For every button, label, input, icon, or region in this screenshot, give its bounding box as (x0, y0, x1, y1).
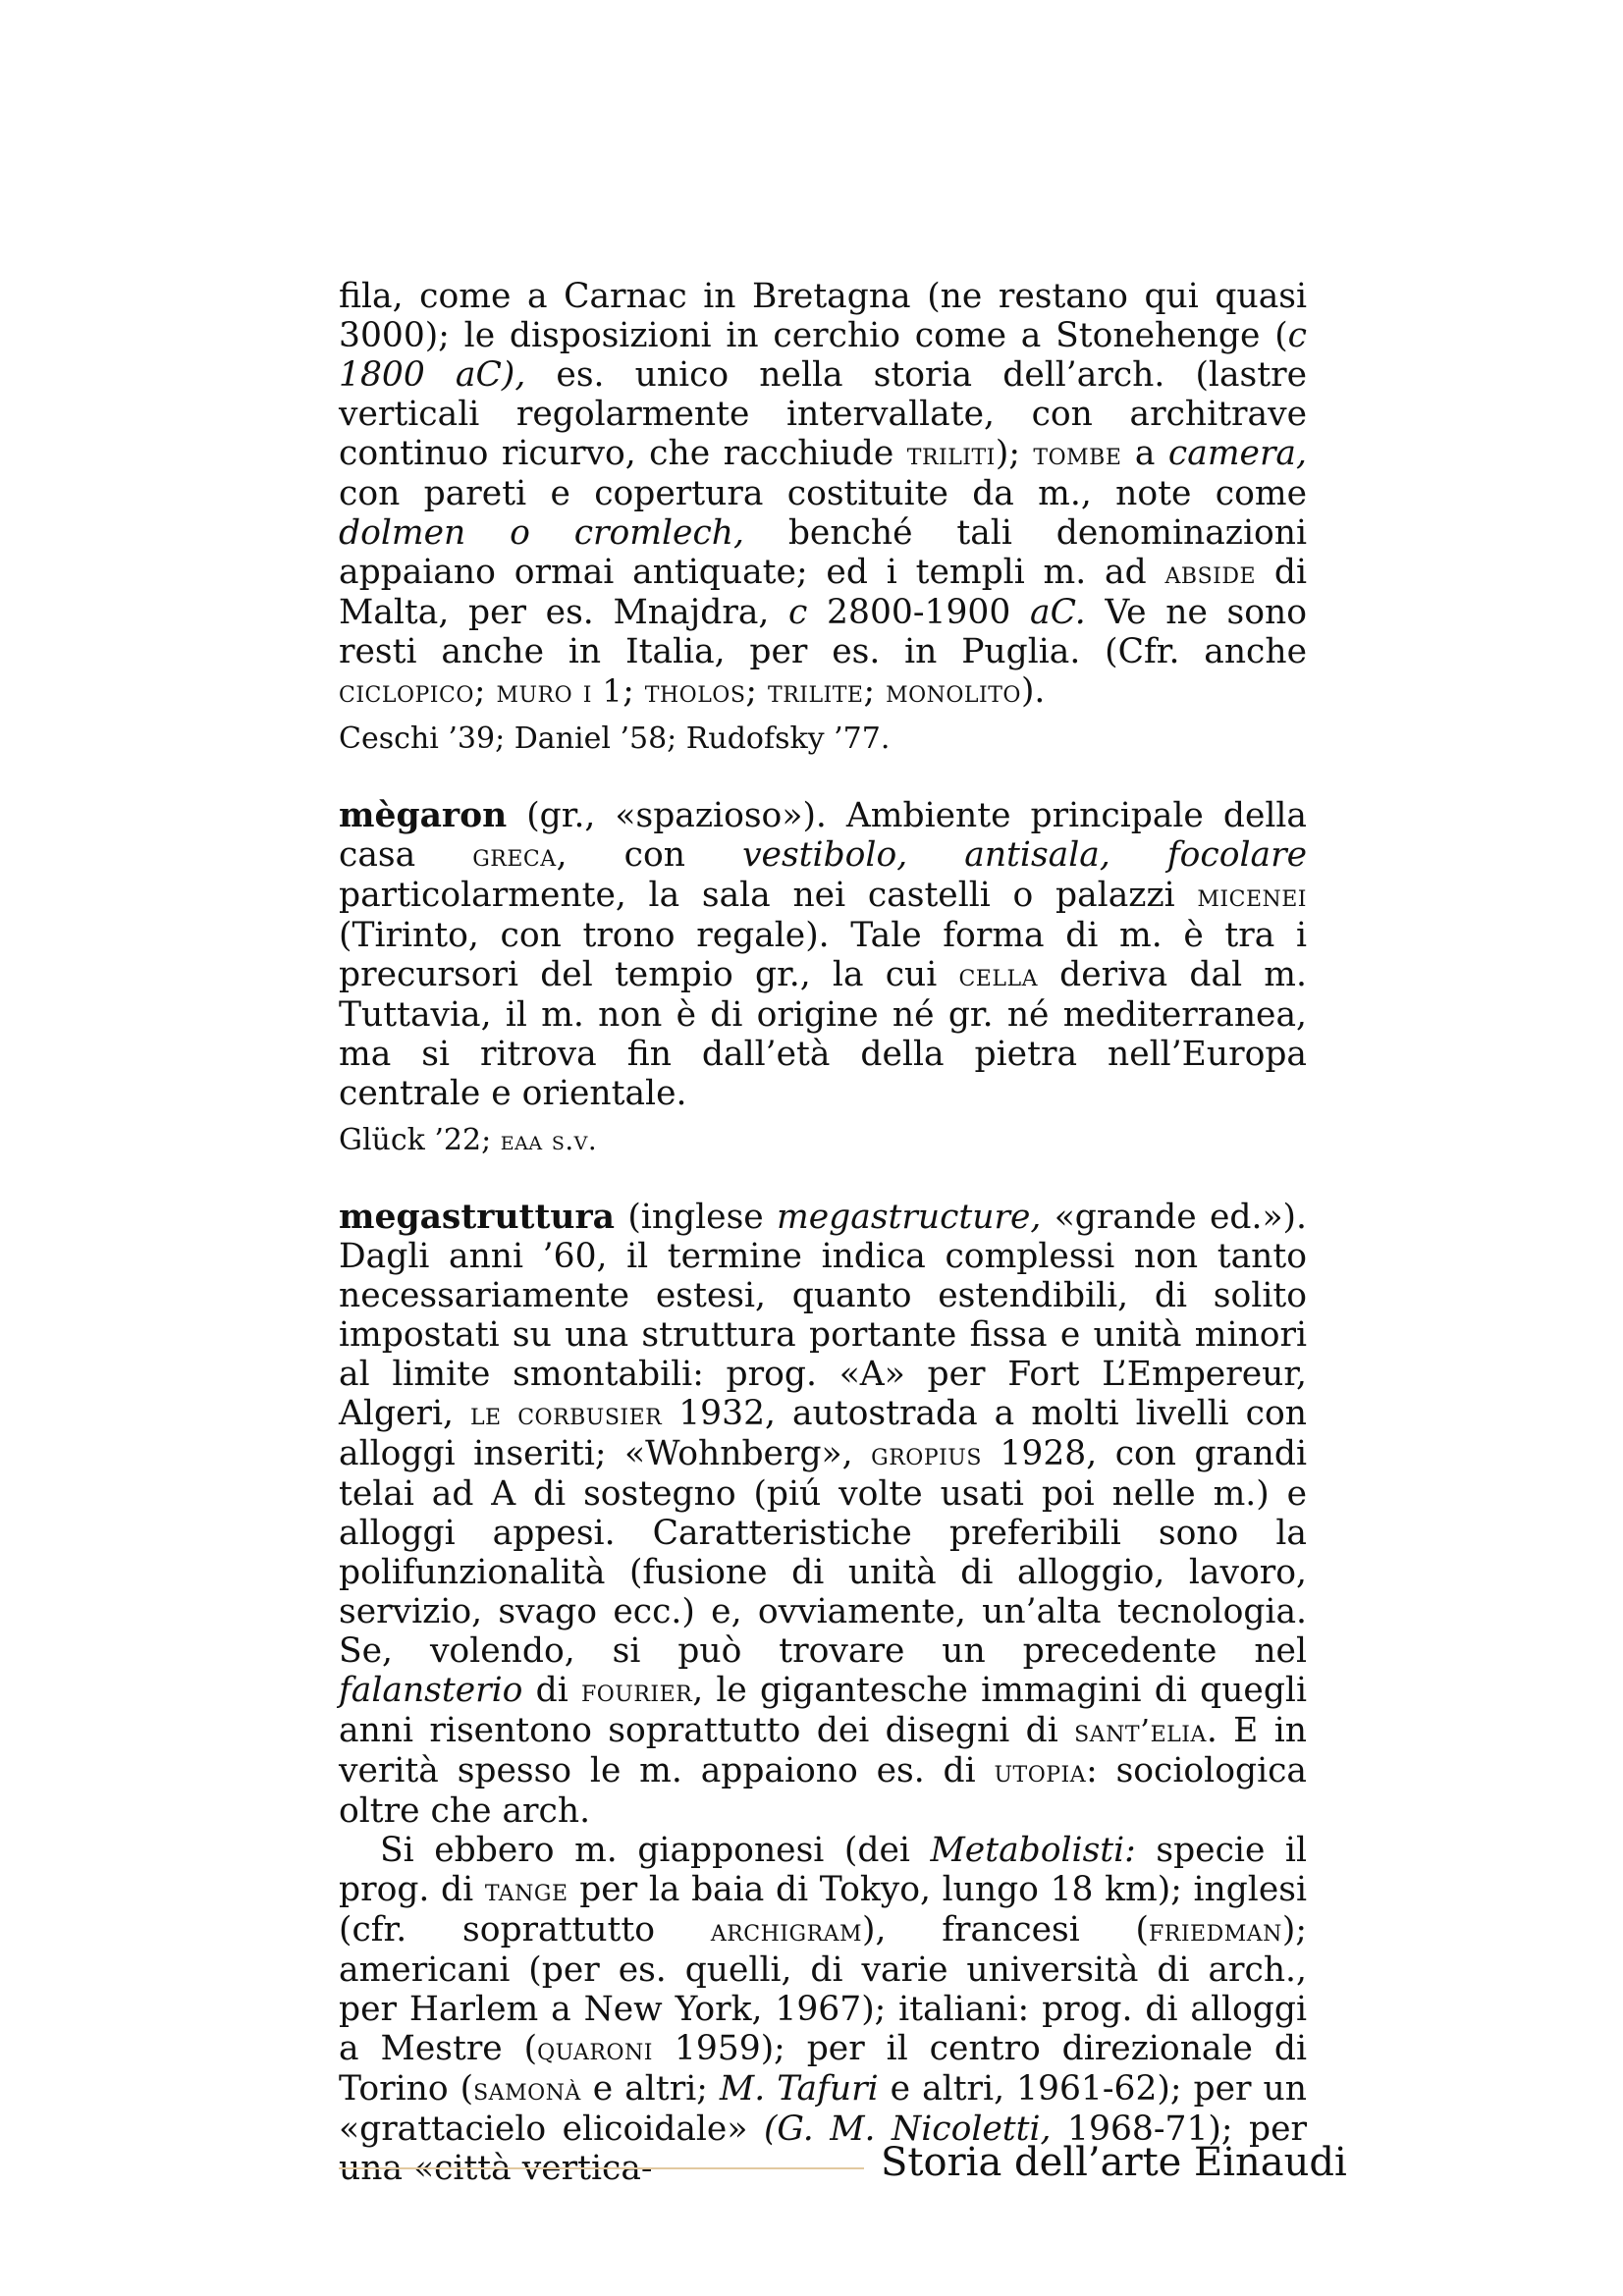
text-run: 1968-71); per una «città vertica- (339, 2109, 1307, 2188)
text-run: benché tali denominazioni appaiano ormai antiquate; ed i templi m. ad (339, 513, 1307, 592)
cross-reference: utopia (994, 1754, 1087, 1789)
text-run: (gr., «spazioso»). Ambiente principale della casa (339, 796, 1307, 875)
cross-reference: sant’elia (1074, 1714, 1207, 1749)
text-run: , con (556, 835, 743, 875)
italic-run: megastructure, (777, 1198, 1042, 1237)
text-run: : sociologica oltre che arch. (339, 1751, 1307, 1831)
text-run: Glück ’22; (339, 1123, 501, 1157)
text-run: ; (863, 671, 887, 711)
cross-reference: quaroni (537, 2032, 653, 2067)
text-run: di (522, 1671, 581, 1710)
text-run: con pareti e copertura costituite da m., note come (339, 474, 1307, 513)
text-run: ). (1020, 671, 1046, 711)
text-run: ); americani (per es. quelli, di varie università di arch., per Harlem a New York, 1967); italiani: prog. di alloggi a Mestre ( (339, 1910, 1307, 2068)
text-run: . E in verità spesso le m. appaiono es. di (339, 1711, 1307, 1790)
entry-megastruttura-text (339, 1198, 1307, 1831)
italic-run: c 1800 aC), (339, 316, 1307, 395)
entry-megastruttura-text-2 (339, 1831, 1307, 2188)
text-run: per la baia di Tokyo, lungo 18 km); inglesi (cfr. soprattutto (339, 1870, 1308, 1949)
italic-run: falansterio (339, 1671, 523, 1710)
italic-run: aC. (1030, 593, 1086, 632)
cross-reference: muro i 1 (496, 674, 623, 710)
text-run: ; (622, 671, 645, 711)
text-run: (inglese (615, 1198, 778, 1237)
italic-run: Metabolisti: (930, 1831, 1136, 1870)
italic-run: (G. M. Nicoletti, (763, 2109, 1052, 2149)
text-run: deriva dal m. Tuttavia, il m. non è di origine né gr. né mediterranea, ma si ritrova fin dall’età della pietra nell’Europa centrale e orientale. (339, 955, 1307, 1113)
bibliography-megalitico: Ceschi ’39; Daniel ’58; Rudofsky ’77. (339, 721, 891, 756)
text-run: a (1121, 434, 1168, 473)
italic-run: dolmen o cromlech, (339, 513, 744, 553)
italic-run: camera, (1167, 434, 1307, 473)
text-run: e altri, 1961-62); per un «grattacielo elicoidale» (339, 2069, 1307, 2149)
text-run: ; (745, 671, 769, 711)
text-run: , le gigantesche immagini di quegli anni risentono soprattutto dei disegni di (339, 1671, 1307, 1750)
entry-lemma: mègaron (339, 796, 508, 835)
footer-rule (339, 2167, 864, 2169)
text-run: 1928, con grandi telai ad A di sostegno (piú volte usati poi nelle m.) e alloggi appesi. Caratteristiche preferibili sono la polifunzionalità (fusione di unità di alloggio, lavoro, servizio, svago ecc.) e, ovviamente, un’alta tecnologia. Se, volendo, si può trovare un precedente nel (339, 1434, 1307, 1671)
text-run: Si ebbero m. giapponesi (dei (380, 1831, 931, 1870)
cross-reference: samonà (473, 2072, 581, 2108)
entry-megalitico-text (339, 277, 1307, 712)
cross-reference: eaa s.v. (500, 1124, 598, 1156)
cross-reference: gropius (871, 1437, 982, 1472)
entry-megaron-text (339, 796, 1307, 1113)
cross-reference: friedman (1149, 1913, 1282, 1949)
cross-reference: tholos (644, 674, 746, 710)
italic-run: vestibolo, antisala, focolare (742, 835, 1307, 875)
text-run: particolarmente, la sala nei castelli o palazzi (339, 876, 1198, 915)
text-run: di Malta, per es. Mnajdra, (339, 553, 1307, 632)
cross-reference: greca (472, 838, 557, 874)
italic-run: c (788, 593, 808, 632)
page-content (339, 277, 1307, 2188)
cross-reference: cella (958, 958, 1038, 993)
cross-reference: micenei (1197, 879, 1307, 914)
text-run: 1959); per il centro direzionale di Torino ( (339, 2029, 1307, 2109)
text-run: (Tirinto, con trono regale). Tale forma di m. è tra i precursori del tempio gr., la cui (339, 916, 1307, 994)
cross-reference: monolito (886, 674, 1021, 710)
text-run: specie il prog. di (339, 1831, 1308, 1909)
text-run: ); (995, 434, 1034, 473)
italic-run: M. Tafuri (719, 2069, 879, 2109)
text-run: e altri; (580, 2069, 720, 2109)
text-run: ), francesi ( (862, 1910, 1149, 1949)
text-run: 2800-1900 (807, 593, 1030, 632)
cross-reference: abside (1164, 556, 1257, 591)
text-run: «grande ed.»). Dagli anni ’60, il termine indica complessi non tanto necessariamente estesi, quanto estendibili, di solito impostati su una struttura portante fissa e unità minori al limite smontabili: prog. «A» per Fort L’Empereur, Algeri, (339, 1198, 1307, 1433)
cross-reference: trilite (768, 674, 864, 710)
entry-lemma: megastruttura (339, 1198, 616, 1237)
text-run: Ve ne sono resti anche in Italia, per es. in Puglia. (Cfr. anche (339, 593, 1308, 671)
text-run: ; (473, 671, 497, 711)
cross-reference: triliti (906, 437, 996, 472)
text-run: fila, come a Carnac in Bretagna (ne restano qui quasi 3000); le disposizioni in cerchio come a Stonehenge ( (339, 277, 1307, 355)
footer-publisher: Storia dell’arte Einaudi (881, 2140, 1347, 2185)
text-run: es. unico nella storia dell’arch. (lastre verticali regolarmente intervallate, con architrave continuo ricurvo, che racchiude (339, 355, 1307, 473)
text-run: 1932, autostrada a molti livelli con alloggi inseriti; «Wohnberg», (339, 1394, 1307, 1473)
cross-reference: le corbusier (469, 1397, 663, 1432)
cross-reference: fourier (580, 1674, 693, 1709)
cross-reference: tombe (1033, 437, 1122, 472)
bibliography-megaron (339, 1121, 1307, 1160)
cross-reference: ciclopico (339, 674, 474, 710)
cross-reference: archigram (710, 1913, 863, 1949)
cross-reference: tange (484, 1873, 568, 1908)
